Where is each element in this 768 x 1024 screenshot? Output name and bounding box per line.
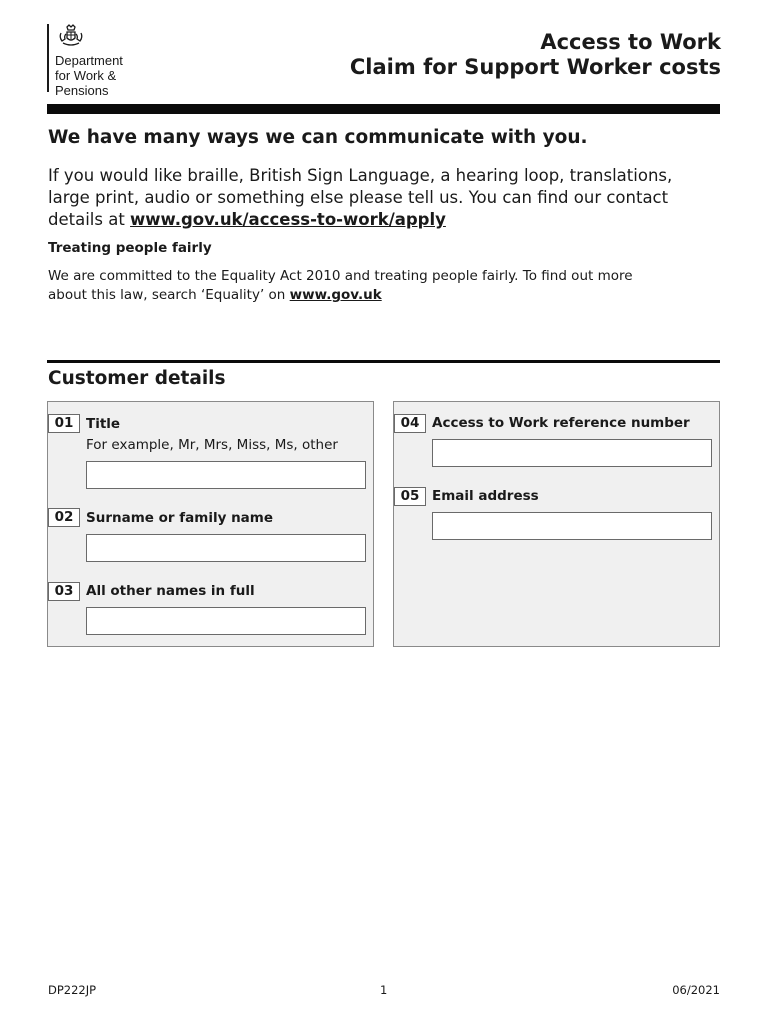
- question-number-01: 01: [48, 414, 80, 433]
- question-number-04: 04: [394, 414, 426, 433]
- question-number-03: 03: [48, 582, 80, 601]
- customer-details-heading: Customer details: [48, 368, 226, 389]
- email-field[interactable]: [432, 512, 712, 540]
- surname-label: Surname or family name: [86, 510, 274, 526]
- access-to-work-link[interactable]: www.gov.uk/access-to-work/apply: [130, 210, 446, 229]
- title-hint: For example, Mr, Mrs, Miss, Ms, other: [86, 437, 338, 453]
- fairness-paragraph: We are committed to the Equality Act 2010 and treating people fairly. To find out more about this law, search ‘Equality’ on www.gov.uk: [48, 268, 633, 303]
- reference-number-label: Access to Work reference number: [432, 415, 690, 431]
- document-title: [350, 30, 721, 80]
- fairness-heading: Treating people fairly: [48, 240, 212, 256]
- other-names-field[interactable]: [86, 607, 366, 635]
- header-divider: [47, 104, 720, 114]
- question-number-05: 05: [394, 487, 426, 506]
- dwp-logo: [47, 24, 123, 98]
- form-date: 06/2021: [672, 983, 720, 997]
- title-field[interactable]: [86, 461, 366, 489]
- surname-field[interactable]: [86, 534, 366, 562]
- gov-uk-link[interactable]: www.gov.uk: [289, 287, 382, 303]
- document-title-line1: Access to Work: [540, 30, 721, 54]
- other-names-label: All other names in full: [86, 583, 255, 599]
- communication-paragraph: If you would like braille, British Sign Language, a hearing loop, translations, large print, audio or something else please tell us. You can find our contact details at www.gov.uk/access-to-work/apply: [48, 166, 673, 229]
- form-code: DP222JP: [48, 983, 97, 997]
- department-name: Department for Work & Pensions: [55, 53, 123, 98]
- reference-number-field[interactable]: [432, 439, 712, 467]
- document-title-line2: Claim for Support Worker costs: [349, 55, 721, 79]
- customer-details-right-panel: [393, 401, 720, 647]
- email-label: Email address: [432, 488, 539, 504]
- communication-heading: We have many ways we can communicate with you.: [48, 127, 588, 148]
- question-number-02: 02: [48, 508, 80, 527]
- section-divider: [47, 360, 720, 363]
- royal-coat-of-arms-icon: [57, 24, 85, 48]
- title-label: Title: [86, 416, 121, 432]
- customer-details-left-panel: [47, 401, 374, 647]
- page-number: 1: [380, 983, 388, 997]
